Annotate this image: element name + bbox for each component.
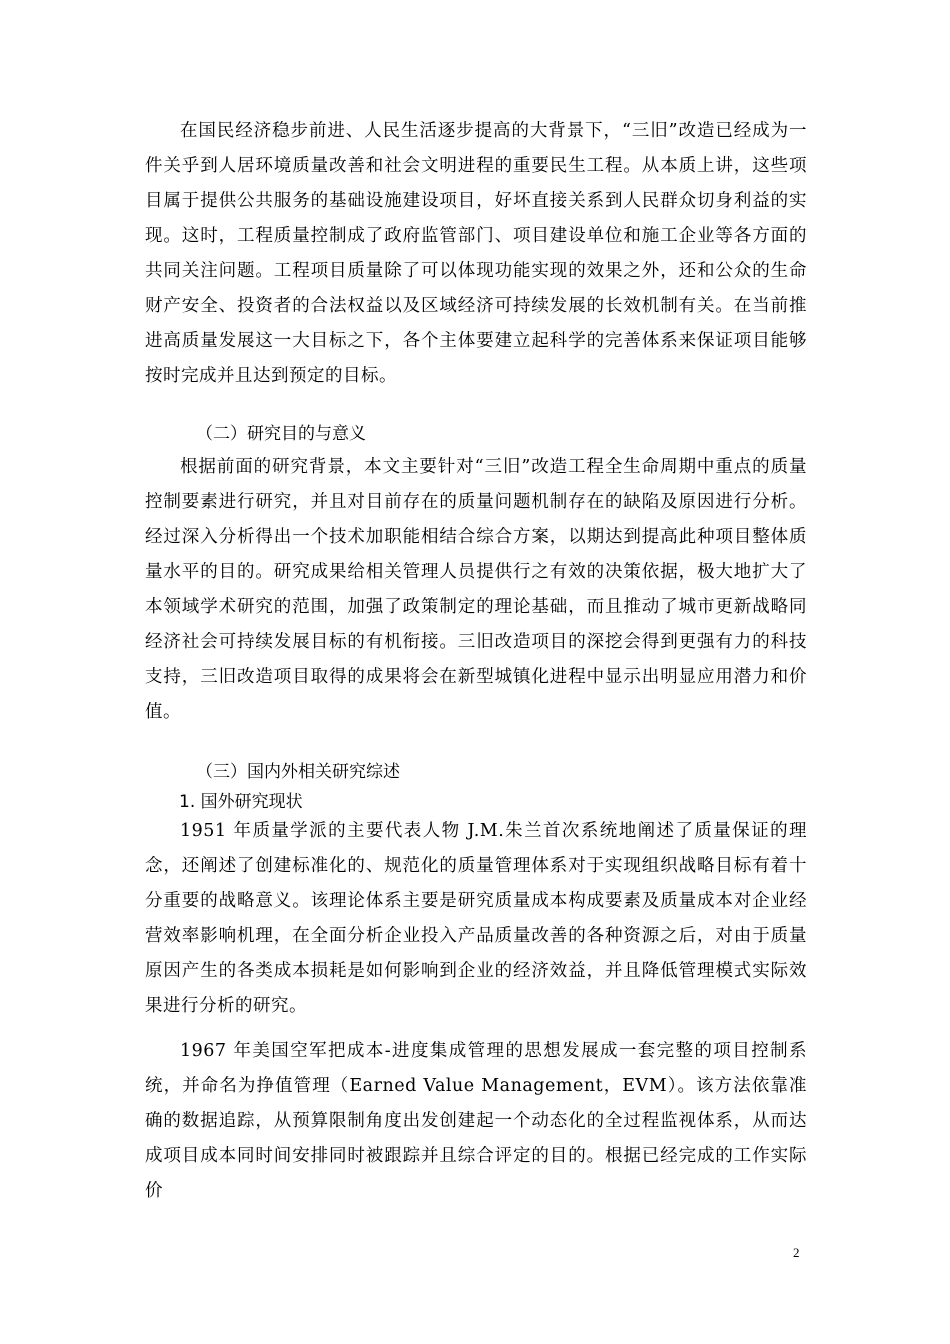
heading-literature-review: （三）国内外相关研究综述: [196, 762, 400, 782]
heading-research-purpose: （二）研究目的与意义: [196, 424, 366, 444]
page-number: 2: [793, 1245, 800, 1260]
paragraph-evm: 1967 年美国空军把成本-进度集成管理的思想发展成一套完整的项目控制系统，并命名为挣值管理（Earned Value Management，EVM）。该方法依靠准确的数据追踪，从预算限制角度出发创建起一个动态化的全过程监视体系，从而达成项目成本同时间安排同时被跟踪并且综合评定的目的。根据已经完成的工作实际价: [145, 1041, 807, 1201]
heading-foreign-research: 1. 国外研究现状: [179, 792, 303, 812]
paragraph-background: 在国民经济稳步前进、人民生活逐步提高的大背景下，“三旧”改造已经成为一件关乎到人居环境质量改善和社会文明进程的重要民生工程。从本质上讲，这些项目属于提供公共服务的基础设施建设项目，好坏直接关系到人民群众切身利益的实现。这时，工程质量控制成了政府监管部门、项目建设单位和施工企业等各方面的共同关注问题。工程项目质量除了可以体现功能实现的效果之外，还和公众的生命财产安全、投资者的合法权益以及区域经济可持续发展的长效机制有关。在当前推进高质量发展这一大目标之下，各个主体要建立起科学的完善体系来保证项目能够按时完成并且达到预定的目标。: [145, 121, 807, 386]
page-content: [145, 114, 807, 1209]
paragraph-purpose: 根据前面的研究背景，本文主要针对“三旧”改造工程全生命周期中重点的质量控制要素进行研究，并且对目前存在的质量问题机制存在的缺陷及原因进行分析。经过深入分析得出一个技术加职能相结合综合方案，以期达到提高此种项目整体质量水平的目的。研究成果给相关管理人员提供行之有效的决策依据，极大地扩大了本领域学术研究的范围，加强了政策制定的理论基础，而且推动了城市更新战略同经济社会可持续发展目标的有机衔接。三旧改造项目的深挖会得到更强有力的科技支持，三旧改造项目取得的成果将会在新型城镇化进程中显示出明显应用潜力和价值。: [145, 457, 807, 722]
paragraph-juran: 1951 年质量学派的主要代表人物 J.M.朱兰首次系统地阐述了质量保证的理念，还阐述了创建标准化的、规范化的质量管理体系对于实现组织战略目标有着十分重要的战略意义。该理论体系主要是研究质量成本构成要素及质量成本对企业经营效率影响机理，在全面分析企业投入产品质量改善的各种资源之后，对由于质量原因产生的各类成本损耗是如何影响到企业的经济效益，并且降低管理模式实际效果进行分析的研究。: [145, 821, 807, 1016]
